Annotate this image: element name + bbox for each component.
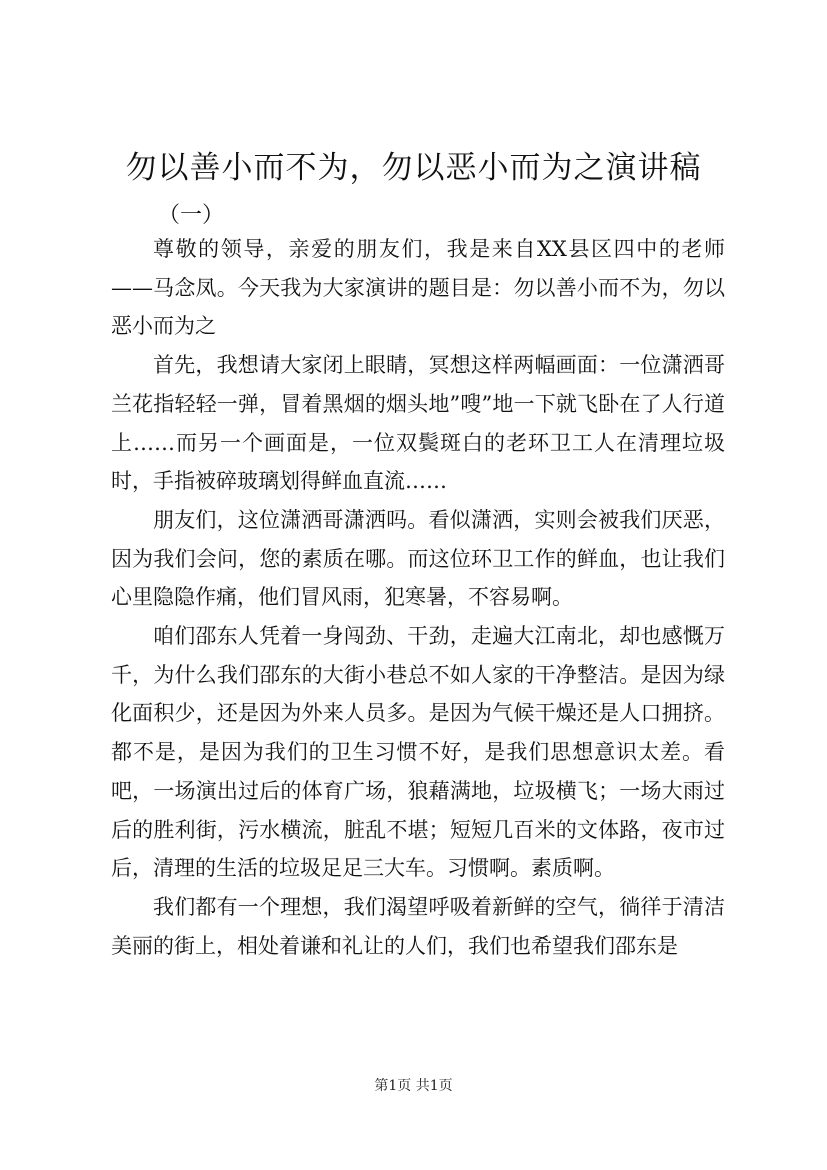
paragraph: 我们都有一个理想，我们渴望呼吸着新鲜的空气，徜徉于清洁美丽的街上，相处着谦和礼让的人们，我们也希望我们邵东是	[111, 894, 725, 958]
paragraph: 咱们邵东人凭着一身闯劲、干劲，走遍大江南北，却也感慨万千，为什么我们邵东的大街小巷总不如人家的干净整洁。是因为绿化面积少，还是因为外来人员多。是因为气候干燥还是人口拥挤。都不是，是因为我们的卫生习惯不好，是我们思想意识太差。看吧，一场演出过后的体育广场，狼藉满地，垃圾横飞；一场大雨过后的胜利街，污水横流，脏乱不堪；短短几百米的文体路，夜市过后，清理的生活的垃圾足足三大车。习惯啊。素质啊。	[111, 624, 725, 881]
document-body	[111, 230, 725, 965]
paragraph: 尊敬的领导，亲爱的朋友们，我是来自XX县区四中的老师——马念凤。今天我为大家演讲的题目是：勿以善小而不为，勿以恶小而为之	[111, 237, 725, 339]
document-title: 勿以善小而不为，勿以恶小而为之演讲稿	[125, 150, 702, 186]
paragraph: 首先，我想请大家闭上眼睛，冥想这样两幅画面：一位潇洒哥兰花指轻轻一弹，冒着黑烟的烟头地”嗖”地一下就飞卧在了人行道上……而另一个画面是，一位双鬓斑白的老环卫工人在清理垃圾时，手指被碎玻璃划得鲜血直流……	[111, 353, 725, 494]
section-number: （一）	[158, 203, 225, 228]
page-footer: 第1页 共1页	[374, 1078, 453, 1094]
paragraph: 朋友们，这位潇洒哥潇洒吗。看似潇洒，实则会被我们厌恶，因为我们会问，您的素质在哪。而这位环卫工作的鲜血，也让我们心里隐隐作痛，他们冒风雨，犯寒暑，不容易啊。	[111, 507, 725, 610]
